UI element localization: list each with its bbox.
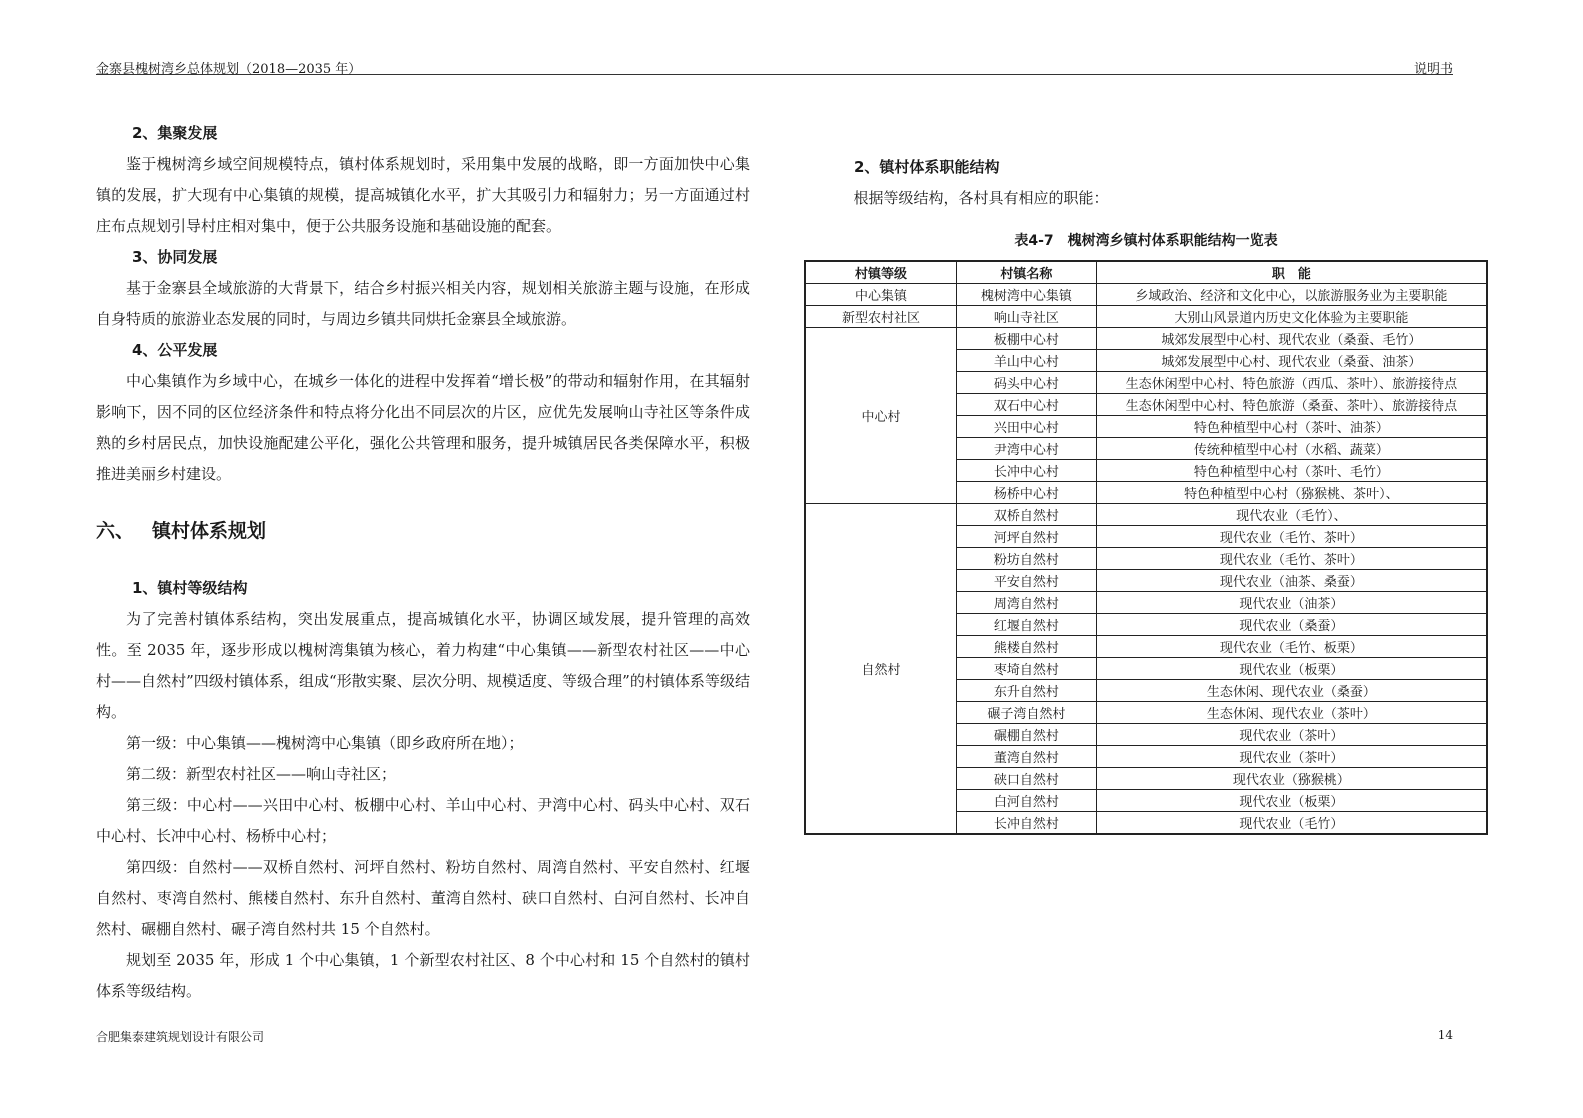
section-title: 1、镇村等级结构 [132,579,248,597]
paragraph: 基于金寨县全域旅游的大背景下，结合乡村振兴相关内容，规划相关旅游主题与设施，在形成自身特质的旅游业态发展的同时，与周边乡镇共同烘托金寨县全域旅游。 [96,279,750,328]
function-cell: 现代农业（毛竹） [1096,812,1487,835]
function-cell: 现代农业（毛竹）、 [1096,504,1487,526]
function-cell: 现代农业（桑蚕） [1096,614,1487,636]
function-cell: 现代农业（茶叶） [1096,746,1487,768]
village-name-cell: 粉坊自然村 [957,548,1097,570]
village-name-cell: 槐树湾中心集镇 [957,284,1097,306]
village-name-cell: 董湾自然村 [957,746,1097,768]
column-header: 职 能 [1096,261,1487,284]
function-cell: 大别山风景道内历史文化体验为主要职能 [1096,306,1487,328]
level-cell: 中心集镇 [805,284,957,306]
function-cell: 特色种植型中心村（猕猴桃、茶叶）、 [1096,482,1487,504]
village-name-cell: 响山寺社区 [957,306,1097,328]
function-cell: 特色种植型中心村（茶叶、油茶） [1096,416,1487,438]
village-name-cell: 熊楼自然村 [957,636,1097,658]
village-name-cell: 周湾自然村 [957,592,1097,614]
chapter-title: 镇村体系规划 [152,520,267,542]
function-cell: 生态休闲、现代农业（茶叶） [1096,702,1487,724]
function-cell: 城郊发展型中心村、现代农业（桑蚕、毛竹） [1096,328,1487,350]
function-cell: 现代农业（毛竹、茶叶） [1096,526,1487,548]
section-title: 2、集聚发展 [132,124,218,142]
function-cell: 现代农业（油茶） [1096,592,1487,614]
function-cell: 传统种植型中心村（水稻、蔬菜） [1096,438,1487,460]
village-name-cell: 平安自然村 [957,570,1097,592]
section-title: 4、公平发展 [132,341,218,359]
village-name-cell: 码头中心村 [957,372,1097,394]
function-cell: 生态休闲型中心村、特色旅游（桑蚕、茶叶）、旅游接待点 [1096,394,1487,416]
paragraph: 第一级：中心集镇——槐树湾中心集镇（即乡政府所在地）； [126,734,524,752]
function-cell: 现代农业（板栗） [1096,790,1487,812]
function-cell: 生态休闲、现代农业（桑蚕） [1096,680,1487,702]
paragraph: 第四级：自然村——双桥自然村、河坪自然村、粉坊自然村、周湾自然村、平安自然村、红堰自然村、枣湾自然村、熊楼自然村、东升自然村、董湾自然村、硖口自然村、白河自然村、长冲自然村、碾棚自然村、碾子湾自然村共 15 个自然村。 [96,858,750,938]
village-name-cell: 碾棚自然村 [957,724,1097,746]
level-cell: 新型农村社区 [805,306,957,328]
village-name-cell: 板棚中心村 [957,328,1097,350]
function-cell: 现代农业（毛竹、板栗） [1096,636,1487,658]
section-title: 3、协同发展 [132,248,218,266]
function-cell: 现代农业（猕猴桃） [1096,768,1487,790]
table-header-row [805,261,1487,284]
table-row [805,504,1487,526]
paragraph: 为了完善村镇体系结构，突出发展重点，提高城镇化水平，协调区域发展，提升管理的高效性。至 2035 年，逐步形成以槐树湾集镇为核心，着力构建“中心集镇——新型农村社区——中心村——自然村”四级村镇体系，组成“形散实聚、层次分明、规模适度、等级合理”的村镇体系等级结构。 [96,610,750,721]
level-cell: 自然村 [805,504,957,835]
function-cell: 现代农业（油茶、桑蚕） [1096,570,1487,592]
village-name-cell: 兴田中心村 [957,416,1097,438]
paragraph: 鉴于槐树湾乡域空间规模特点，镇村体系规划时，采用集中发展的战略，即一方面加快中心集镇的发展，扩大现有中心集镇的规模，提高城镇化水平，扩大其吸引力和辐射力；另一方面通过村庄布点规划引导村庄相对集中，便于公共服务设施和基础设施的配套。 [96,155,750,235]
village-name-cell: 长冲自然村 [957,812,1097,835]
paragraph: 规划至 2035 年，形成 1 个中心集镇，1 个新型农村社区、8 个中心村和 15 个自然村的镇村体系等级结构。 [96,951,750,1000]
village-name-cell: 双石中心村 [957,394,1097,416]
function-cell: 特色种植型中心村（茶叶、毛竹） [1096,460,1487,482]
table-body [805,284,1487,835]
header-title: 金寨县槐树湾乡总体规划（2018—2035 年） [96,62,362,77]
table-caption: 表4-7 槐树湾乡镇村体系职能结构一览表 [1014,233,1278,249]
table-row [805,328,1487,350]
village-name-cell: 东升自然村 [957,680,1097,702]
village-name-cell: 双桥自然村 [957,504,1097,526]
village-name-cell: 尹湾中心村 [957,438,1097,460]
left-column [96,118,750,1007]
function-cell: 现代农业（板栗） [1096,658,1487,680]
village-name-cell: 枣埼自然村 [957,658,1097,680]
village-name-cell: 硖口自然村 [957,768,1097,790]
function-table [804,260,1488,835]
function-cell: 生态休闲型中心村、特色旅游（西瓜、茶叶）、旅游接待点 [1096,372,1487,394]
section-title: 2、镇村体系职能结构 [854,158,1000,176]
footer-company: 合肥集泰建筑规划设计有限公司 [96,1030,265,1044]
village-name-cell: 河坪自然村 [957,526,1097,548]
function-cell: 城郊发展型中心村、现代农业（桑蚕、油茶） [1096,350,1487,372]
page-number: 14 [1437,1028,1453,1042]
column-header: 村镇名称 [957,261,1097,284]
paragraph: 根据等级结构，各村具有相应的职能： [853,189,1109,207]
function-cell: 现代农业（毛竹、茶叶） [1096,548,1487,570]
village-name-cell: 羊山中心村 [957,350,1097,372]
village-name-cell: 杨桥中心村 [957,482,1097,504]
function-cell: 现代农业（茶叶） [1096,724,1487,746]
chapter-number: 六、 [96,520,135,542]
paragraph: 第二级：新型农村社区——响山寺社区； [126,765,397,783]
chapter-heading [96,516,750,543]
column-header: 村镇等级 [805,261,957,284]
paragraph: 第三级：中心村——兴田中心村、板棚中心村、羊山中心村、尹湾中心村、码头中心村、双石中心村、长冲中心村、杨桥中心村； [96,796,750,845]
village-name-cell: 长冲中心村 [957,460,1097,482]
paragraph: 中心集镇作为乡域中心，在城乡一体化的进程中发挥着“增长极”的带动和辐射作用，在其辐射影响下，因不同的区位经济条件和特点将分化出不同层次的片区，应优先发展响山寺社区等条件成熟的乡村居民点，加快设施配建公平化，强化公共管理和服务，提升城镇居民各类保障水平，积极推进美丽乡村建设。 [96,372,750,483]
function-cell: 乡域政治、经济和文化中心，以旅游服务业为主要职能 [1096,284,1487,306]
table-row [805,306,1487,328]
level-cell: 中心村 [805,328,957,504]
table-row [805,284,1487,306]
village-name-cell: 碾子湾自然村 [957,702,1097,724]
village-name-cell: 白河自然村 [957,790,1097,812]
header-divider [96,74,1453,75]
village-name-cell: 红堰自然村 [957,614,1097,636]
right-column [804,152,1488,835]
header-doc-type: 说明书 [1413,62,1453,77]
